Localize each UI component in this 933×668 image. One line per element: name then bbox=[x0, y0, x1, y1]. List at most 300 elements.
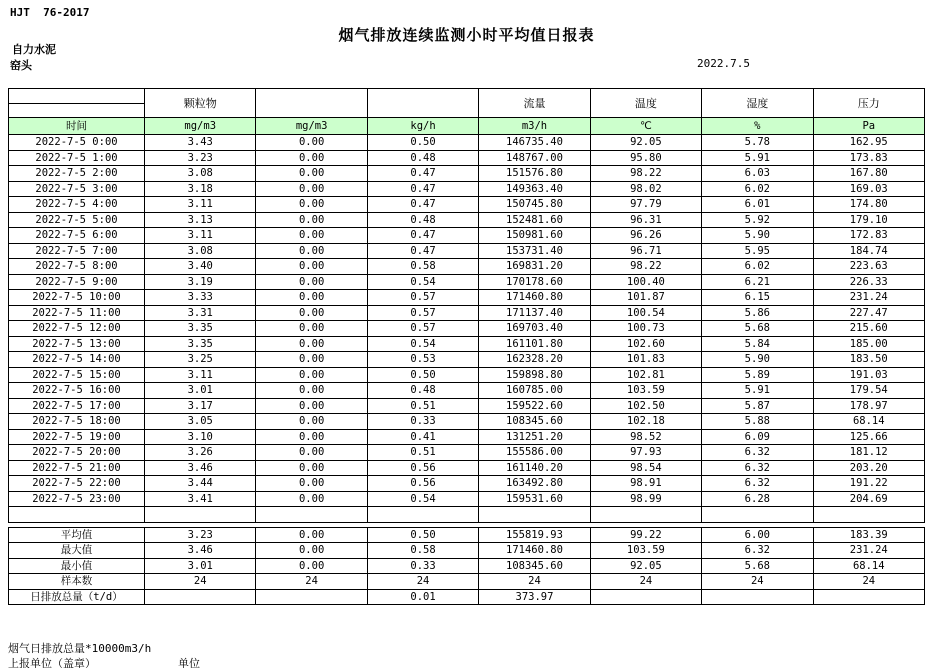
value-cell: 97.93 bbox=[590, 445, 701, 461]
value-cell: 167.80 bbox=[813, 166, 924, 182]
row-label-cell: 2022-7-5 8:00 bbox=[9, 259, 145, 275]
value-cell: 5.95 bbox=[702, 243, 813, 259]
value-cell: 161101.80 bbox=[479, 336, 590, 352]
table-row bbox=[9, 367, 925, 383]
row-label-cell: 2022-7-5 6:00 bbox=[9, 228, 145, 244]
value-cell: 92.05 bbox=[590, 558, 701, 574]
table-row bbox=[9, 429, 925, 445]
unit-m3h: m3/h bbox=[479, 118, 590, 135]
value-cell bbox=[256, 507, 367, 523]
value-cell: 0.47 bbox=[367, 228, 478, 244]
value-cell: 0.47 bbox=[367, 166, 478, 182]
col-header-humidity: 湿度 bbox=[702, 89, 813, 118]
value-cell bbox=[590, 507, 701, 523]
value-cell: 171460.80 bbox=[479, 543, 590, 559]
table-row bbox=[9, 352, 925, 368]
row-label-cell: 2022-7-5 10:00 bbox=[9, 290, 145, 306]
value-cell: 0.00 bbox=[256, 445, 367, 461]
value-cell: 3.33 bbox=[145, 290, 256, 306]
row-label-cell: 2022-7-5 9:00 bbox=[9, 274, 145, 290]
value-cell: 0.00 bbox=[256, 166, 367, 182]
value-cell: 0.00 bbox=[256, 383, 367, 399]
value-cell: 0.00 bbox=[256, 290, 367, 306]
value-cell: 0.00 bbox=[256, 197, 367, 213]
value-cell: 3.44 bbox=[145, 476, 256, 492]
value-cell: 0.50 bbox=[367, 135, 478, 151]
value-cell: 0.56 bbox=[367, 476, 478, 492]
value-cell bbox=[702, 507, 813, 523]
value-cell: 24 bbox=[367, 574, 478, 590]
value-cell: 0.54 bbox=[367, 274, 478, 290]
value-cell: 5.86 bbox=[702, 305, 813, 321]
col-header-temperature: 温度 bbox=[590, 89, 701, 118]
value-cell: 0.54 bbox=[367, 336, 478, 352]
value-cell: 0.53 bbox=[367, 352, 478, 368]
value-cell: 98.22 bbox=[590, 259, 701, 275]
value-cell: 3.31 bbox=[145, 305, 256, 321]
row-label-cell: 2022-7-5 16:00 bbox=[9, 383, 145, 399]
value-cell: 98.54 bbox=[590, 460, 701, 476]
row-label-cell: 日排放总量（t/d） bbox=[9, 589, 145, 605]
value-cell: 6.32 bbox=[702, 445, 813, 461]
table-row bbox=[9, 259, 925, 275]
value-cell: 226.33 bbox=[813, 274, 924, 290]
value-cell: 98.22 bbox=[590, 166, 701, 182]
row-label-cell: 2022-7-5 11:00 bbox=[9, 305, 145, 321]
value-cell: 149363.40 bbox=[479, 181, 590, 197]
value-cell bbox=[702, 589, 813, 605]
value-cell: 0.00 bbox=[256, 460, 367, 476]
value-cell: 146735.40 bbox=[479, 135, 590, 151]
standard-code: HJT 76-2017 bbox=[10, 6, 90, 19]
summary-row bbox=[9, 543, 925, 559]
value-cell bbox=[813, 589, 924, 605]
value-cell: 101.83 bbox=[590, 352, 701, 368]
value-cell: 148767.00 bbox=[479, 150, 590, 166]
summary-body bbox=[9, 527, 925, 605]
value-cell: 3.11 bbox=[145, 228, 256, 244]
value-cell: 68.14 bbox=[813, 414, 924, 430]
row-label-cell: 2022-7-5 15:00 bbox=[9, 367, 145, 383]
value-cell bbox=[145, 507, 256, 523]
table-row bbox=[9, 398, 925, 414]
value-cell: 24 bbox=[813, 574, 924, 590]
value-cell: 231.24 bbox=[813, 290, 924, 306]
value-cell: 373.97 bbox=[479, 589, 590, 605]
table-row bbox=[9, 336, 925, 352]
value-cell: 0.00 bbox=[256, 259, 367, 275]
value-cell: 100.40 bbox=[590, 274, 701, 290]
table-row bbox=[9, 243, 925, 259]
value-cell: 24 bbox=[590, 574, 701, 590]
value-cell: 6.00 bbox=[702, 527, 813, 543]
row-label-cell: 2022-7-5 12:00 bbox=[9, 321, 145, 337]
value-cell: 0.00 bbox=[256, 305, 367, 321]
value-cell: 98.99 bbox=[590, 491, 701, 507]
value-cell: 0.33 bbox=[367, 558, 478, 574]
col-header-particulate: 颗粒物 bbox=[145, 89, 256, 118]
value-cell: 6.32 bbox=[702, 460, 813, 476]
value-cell: 108345.60 bbox=[479, 414, 590, 430]
value-cell: 0.51 bbox=[367, 445, 478, 461]
value-cell: 0.48 bbox=[367, 383, 478, 399]
value-cell: 24 bbox=[702, 574, 813, 590]
value-cell: 0.54 bbox=[367, 491, 478, 507]
value-cell: 173.83 bbox=[813, 150, 924, 166]
value-cell: 163492.80 bbox=[479, 476, 590, 492]
value-cell: 6.21 bbox=[702, 274, 813, 290]
value-cell: 223.63 bbox=[813, 259, 924, 275]
table-row bbox=[9, 212, 925, 228]
value-cell: 174.80 bbox=[813, 197, 924, 213]
value-cell: 0.48 bbox=[367, 212, 478, 228]
hourly-data-body bbox=[9, 135, 925, 523]
value-cell: 0.00 bbox=[256, 414, 367, 430]
value-cell: 24 bbox=[145, 574, 256, 590]
value-cell: 150745.80 bbox=[479, 197, 590, 213]
value-cell: 6.15 bbox=[702, 290, 813, 306]
value-cell: 3.40 bbox=[145, 259, 256, 275]
value-cell: 0.00 bbox=[256, 135, 367, 151]
value-cell: 24 bbox=[256, 574, 367, 590]
table-row bbox=[9, 491, 925, 507]
value-cell: 3.41 bbox=[145, 491, 256, 507]
time-header-sub-bottom bbox=[9, 104, 145, 118]
value-cell: 5.78 bbox=[702, 135, 813, 151]
row-label-cell: 2022-7-5 14:00 bbox=[9, 352, 145, 368]
value-cell: 96.31 bbox=[590, 212, 701, 228]
value-cell: 0.50 bbox=[367, 367, 478, 383]
value-cell: 97.79 bbox=[590, 197, 701, 213]
report-table-area bbox=[8, 88, 925, 605]
company-name: 自力水泥 bbox=[12, 43, 56, 56]
row-label-cell: 2022-7-5 17:00 bbox=[9, 398, 145, 414]
table-row bbox=[9, 321, 925, 337]
row-label-cell: 2022-7-5 5:00 bbox=[9, 212, 145, 228]
table-row bbox=[9, 181, 925, 197]
value-cell: 5.87 bbox=[702, 398, 813, 414]
group-header-row bbox=[9, 89, 925, 104]
summary-row bbox=[9, 589, 925, 605]
value-cell: 0.00 bbox=[256, 558, 367, 574]
value-cell: 0.33 bbox=[367, 414, 478, 430]
table-row bbox=[9, 460, 925, 476]
table-row bbox=[9, 197, 925, 213]
row-label-cell: 2022-7-5 18:00 bbox=[9, 414, 145, 430]
row-label-cell: 平均值 bbox=[9, 527, 145, 543]
value-cell: 5.68 bbox=[702, 321, 813, 337]
value-cell: 150981.60 bbox=[479, 228, 590, 244]
value-cell: 0.47 bbox=[367, 243, 478, 259]
table-row bbox=[9, 274, 925, 290]
value-cell: 3.11 bbox=[145, 197, 256, 213]
value-cell: 0.00 bbox=[256, 527, 367, 543]
value-cell: 152481.60 bbox=[479, 212, 590, 228]
value-cell: 0.57 bbox=[367, 305, 478, 321]
value-cell: 161140.20 bbox=[479, 460, 590, 476]
row-label-cell: 2022-7-5 22:00 bbox=[9, 476, 145, 492]
unit-mgm3-2: mg/m3 bbox=[256, 118, 367, 135]
value-cell: 3.35 bbox=[145, 336, 256, 352]
value-cell: 159531.60 bbox=[479, 491, 590, 507]
value-cell: 0.00 bbox=[256, 212, 367, 228]
value-cell: 6.09 bbox=[702, 429, 813, 445]
unit-kgh: kg/h bbox=[367, 118, 478, 135]
value-cell: 0.00 bbox=[256, 352, 367, 368]
table-row bbox=[9, 383, 925, 399]
row-label-cell: 2022-7-5 23:00 bbox=[9, 491, 145, 507]
col-header-flow: 流量 bbox=[479, 89, 590, 118]
row-label-cell: 样本数 bbox=[9, 574, 145, 590]
row-label-cell: 2022-7-5 3:00 bbox=[9, 181, 145, 197]
value-cell: 0.00 bbox=[256, 321, 367, 337]
value-cell: 3.35 bbox=[145, 321, 256, 337]
value-cell: 3.46 bbox=[145, 460, 256, 476]
value-cell: 171137.40 bbox=[479, 305, 590, 321]
value-cell: 160785.00 bbox=[479, 383, 590, 399]
value-cell: 3.08 bbox=[145, 243, 256, 259]
value-cell: 159522.60 bbox=[479, 398, 590, 414]
value-cell: 162328.20 bbox=[479, 352, 590, 368]
row-label-cell: 2022-7-5 7:00 bbox=[9, 243, 145, 259]
value-cell: 155819.93 bbox=[479, 527, 590, 543]
value-cell: 100.54 bbox=[590, 305, 701, 321]
value-cell: 0.47 bbox=[367, 197, 478, 213]
value-cell: 3.13 bbox=[145, 212, 256, 228]
value-cell: 3.25 bbox=[145, 352, 256, 368]
value-cell: 6.32 bbox=[702, 543, 813, 559]
value-cell: 5.90 bbox=[702, 352, 813, 368]
value-cell: 0.57 bbox=[367, 290, 478, 306]
value-cell: 203.20 bbox=[813, 460, 924, 476]
unit-mgm3-1: mg/m3 bbox=[145, 118, 256, 135]
value-cell: 0.00 bbox=[256, 336, 367, 352]
value-cell: 3.11 bbox=[145, 367, 256, 383]
value-cell: 170178.60 bbox=[479, 274, 590, 290]
value-cell: 227.47 bbox=[813, 305, 924, 321]
value-cell: 3.05 bbox=[145, 414, 256, 430]
value-cell: 0.00 bbox=[256, 150, 367, 166]
value-cell: 95.80 bbox=[590, 150, 701, 166]
value-cell: 102.60 bbox=[590, 336, 701, 352]
value-cell: 179.10 bbox=[813, 212, 924, 228]
summary-row bbox=[9, 527, 925, 543]
table-row bbox=[9, 150, 925, 166]
value-cell: 3.18 bbox=[145, 181, 256, 197]
report-unit-label: 上报单位（盖章） bbox=[8, 657, 96, 668]
row-label-cell: 最小值 bbox=[9, 558, 145, 574]
page-title: 烟气排放连续监测小时平均值日报表 bbox=[338, 26, 595, 44]
value-cell bbox=[367, 507, 478, 523]
row-label-cell bbox=[9, 507, 145, 523]
summary-row bbox=[9, 558, 925, 574]
value-cell bbox=[479, 507, 590, 523]
value-cell bbox=[256, 589, 367, 605]
value-cell: 6.02 bbox=[702, 181, 813, 197]
value-cell: 0.00 bbox=[256, 274, 367, 290]
value-cell: 0.48 bbox=[367, 150, 478, 166]
col-header-pressure: 压力 bbox=[813, 89, 924, 118]
time-label: 时间 bbox=[9, 118, 145, 135]
main-table bbox=[8, 88, 925, 523]
table-row bbox=[9, 305, 925, 321]
value-cell: 0.57 bbox=[367, 321, 478, 337]
row-label-cell: 2022-7-5 0:00 bbox=[9, 135, 145, 151]
row-label-cell: 最大值 bbox=[9, 543, 145, 559]
value-cell: 0.00 bbox=[256, 543, 367, 559]
value-cell: 153731.40 bbox=[479, 243, 590, 259]
value-cell: 6.02 bbox=[702, 259, 813, 275]
value-cell: 68.14 bbox=[813, 558, 924, 574]
value-cell: 3.01 bbox=[145, 383, 256, 399]
value-cell: 183.39 bbox=[813, 527, 924, 543]
value-cell: 5.92 bbox=[702, 212, 813, 228]
value-cell: 0.00 bbox=[256, 367, 367, 383]
summary-table bbox=[8, 527, 925, 606]
value-cell: 5.88 bbox=[702, 414, 813, 430]
value-cell: 183.50 bbox=[813, 352, 924, 368]
value-cell: 0.00 bbox=[256, 243, 367, 259]
unit-pa: Pa bbox=[813, 118, 924, 135]
value-cell: 5.68 bbox=[702, 558, 813, 574]
value-cell: 0.50 bbox=[367, 527, 478, 543]
value-cell: 5.89 bbox=[702, 367, 813, 383]
value-cell: 0.58 bbox=[367, 259, 478, 275]
time-header-sub-top bbox=[9, 89, 145, 104]
value-cell: 155586.00 bbox=[479, 445, 590, 461]
value-cell: 103.59 bbox=[590, 543, 701, 559]
value-cell: 131251.20 bbox=[479, 429, 590, 445]
value-cell: 0.00 bbox=[256, 398, 367, 414]
value-cell: 102.81 bbox=[590, 367, 701, 383]
col-header-blank-2 bbox=[367, 89, 478, 118]
value-cell: 96.26 bbox=[590, 228, 701, 244]
row-label-cell: 2022-7-5 19:00 bbox=[9, 429, 145, 445]
value-cell: 101.87 bbox=[590, 290, 701, 306]
value-cell: 204.69 bbox=[813, 491, 924, 507]
value-cell: 0.00 bbox=[256, 491, 367, 507]
value-cell: 6.28 bbox=[702, 491, 813, 507]
value-cell: 98.52 bbox=[590, 429, 701, 445]
value-cell: 6.01 bbox=[702, 197, 813, 213]
value-cell: 0.41 bbox=[367, 429, 478, 445]
value-cell: 0.51 bbox=[367, 398, 478, 414]
table-row bbox=[9, 290, 925, 306]
table-row bbox=[9, 228, 925, 244]
value-cell: 0.00 bbox=[256, 476, 367, 492]
value-cell: 3.01 bbox=[145, 558, 256, 574]
value-cell: 0.00 bbox=[256, 228, 367, 244]
table-row bbox=[9, 166, 925, 182]
value-cell: 0.47 bbox=[367, 181, 478, 197]
value-cell: 3.19 bbox=[145, 274, 256, 290]
value-cell: 3.43 bbox=[145, 135, 256, 151]
value-cell: 185.00 bbox=[813, 336, 924, 352]
row-label-cell: 2022-7-5 2:00 bbox=[9, 166, 145, 182]
value-cell: 5.91 bbox=[702, 383, 813, 399]
value-cell: 191.03 bbox=[813, 367, 924, 383]
value-cell: 6.32 bbox=[702, 476, 813, 492]
value-cell: 181.12 bbox=[813, 445, 924, 461]
value-cell: 169831.20 bbox=[479, 259, 590, 275]
table-row bbox=[9, 135, 925, 151]
row-label-cell: 2022-7-5 4:00 bbox=[9, 197, 145, 213]
value-cell: 3.17 bbox=[145, 398, 256, 414]
value-cell: 162.95 bbox=[813, 135, 924, 151]
table-row bbox=[9, 476, 925, 492]
value-cell: 3.08 bbox=[145, 166, 256, 182]
monitoring-point: 窑头 bbox=[10, 59, 32, 72]
row-label-cell: 2022-7-5 21:00 bbox=[9, 460, 145, 476]
value-cell bbox=[145, 589, 256, 605]
value-cell: 5.84 bbox=[702, 336, 813, 352]
summary-row bbox=[9, 574, 925, 590]
value-cell: 0.56 bbox=[367, 460, 478, 476]
value-cell: 171460.80 bbox=[479, 290, 590, 306]
value-cell: 191.22 bbox=[813, 476, 924, 492]
row-label-cell: 2022-7-5 13:00 bbox=[9, 336, 145, 352]
value-cell: 172.83 bbox=[813, 228, 924, 244]
value-cell: 92.05 bbox=[590, 135, 701, 151]
value-cell bbox=[590, 589, 701, 605]
value-cell: 0.00 bbox=[256, 181, 367, 197]
value-cell: 108345.60 bbox=[479, 558, 590, 574]
value-cell: 98.02 bbox=[590, 181, 701, 197]
value-cell: 179.54 bbox=[813, 383, 924, 399]
value-cell: 99.22 bbox=[590, 527, 701, 543]
empty-row bbox=[9, 507, 925, 523]
value-cell: 3.23 bbox=[145, 150, 256, 166]
value-cell: 98.91 bbox=[590, 476, 701, 492]
flow-total-note: 烟气日排放总量*10000m3/h bbox=[8, 642, 152, 655]
unit-celsius: ℃ bbox=[590, 118, 701, 135]
value-cell bbox=[813, 507, 924, 523]
table-row bbox=[9, 414, 925, 430]
value-cell: 0.00 bbox=[256, 429, 367, 445]
value-cell: 169703.40 bbox=[479, 321, 590, 337]
col-header-blank-1 bbox=[256, 89, 367, 118]
value-cell: 103.59 bbox=[590, 383, 701, 399]
value-cell: 3.10 bbox=[145, 429, 256, 445]
value-cell: 184.74 bbox=[813, 243, 924, 259]
row-label-cell: 2022-7-5 20:00 bbox=[9, 445, 145, 461]
value-cell: 102.18 bbox=[590, 414, 701, 430]
value-cell: 5.90 bbox=[702, 228, 813, 244]
value-cell: 100.73 bbox=[590, 321, 701, 337]
table-row bbox=[9, 445, 925, 461]
value-cell: 96.71 bbox=[590, 243, 701, 259]
value-cell: 178.97 bbox=[813, 398, 924, 414]
value-cell: 3.26 bbox=[145, 445, 256, 461]
value-cell: 0.58 bbox=[367, 543, 478, 559]
value-cell: 6.03 bbox=[702, 166, 813, 182]
unit-header-row bbox=[9, 118, 925, 135]
value-cell: 24 bbox=[479, 574, 590, 590]
unit-label: 单位 bbox=[178, 657, 200, 668]
value-cell: 102.50 bbox=[590, 398, 701, 414]
value-cell: 0.01 bbox=[367, 589, 478, 605]
value-cell: 231.24 bbox=[813, 543, 924, 559]
value-cell: 159898.80 bbox=[479, 367, 590, 383]
row-label-cell: 2022-7-5 1:00 bbox=[9, 150, 145, 166]
value-cell: 5.91 bbox=[702, 150, 813, 166]
value-cell: 215.60 bbox=[813, 321, 924, 337]
report-date: 2022.7.5 bbox=[697, 57, 750, 70]
value-cell: 169.03 bbox=[813, 181, 924, 197]
value-cell: 3.46 bbox=[145, 543, 256, 559]
value-cell: 151576.80 bbox=[479, 166, 590, 182]
unit-percent: % bbox=[702, 118, 813, 135]
